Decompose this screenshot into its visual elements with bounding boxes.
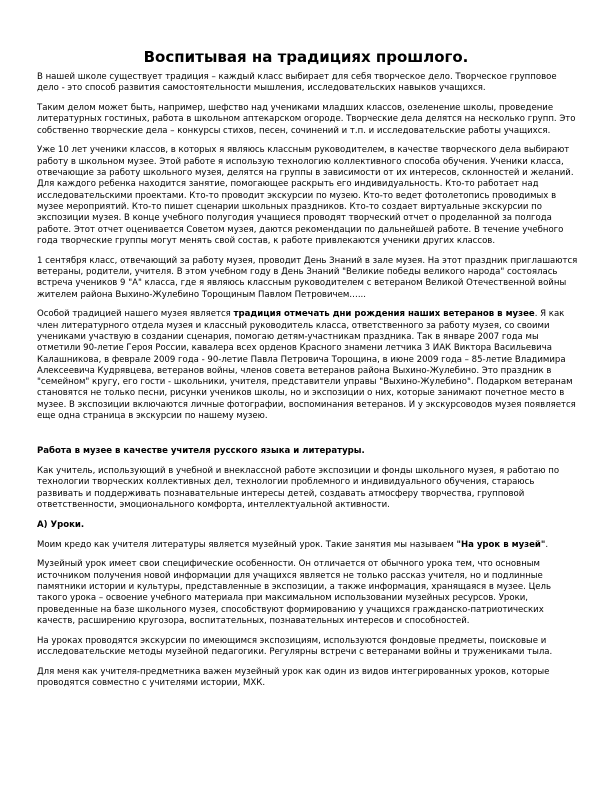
article-body <box>37 72 581 698</box>
section-heading-teacher: Работа в музее в качестве учителя русского языка и литературы. <box>37 446 365 457</box>
paragraph-integrated-lessons: Для меня как учителя-предметника важен музейный урок как один из видов интегрированных уроков, которые проводятся совместно с учителями истории, МХК. <box>37 666 550 689</box>
page-title: Воспитывая на традициях прошлого. <box>143 48 469 66</box>
paragraph-teacher-approach: Как учитель, использующий в учебной и внеклассной работе экспозиции и фонды школьного музея, я работаю по технологии творческих коллективных дел, технологии проблемного и индивидуального обучения, стараюсь развивать и поддерживать познавательные интересы детей, создавать атмосферу творчества, групповой ответственности, эмоционального комфорта, интеллектуальной активности. <box>37 466 560 510</box>
credo-lead: Моим кредо как учителя литературы является музейный урок. Такие занятия мы называем <box>37 539 457 550</box>
paragraph-veterans-lead: Особой традицией нашего музея является <box>37 309 234 320</box>
paragraph-knowledge-day: 1 сентября класс, отвечающий за работу музея, проводит День Знаний в зале музея. На этот праздник приглашаются ветераны, родители, учителя. В этом учебном году в День Знаний "Великие победы великого народа" состоялась встреча учеников 9 "А" класса, где я являюсь классным руководителем с ветераном Великой Отечественной войны жителем района Выхино-Жулебино Торощиным Павлом Петровичем…... <box>37 255 578 300</box>
subsection-heading-lessons: А) Уроки. <box>37 519 85 530</box>
paragraph-museum-lesson-features: Музейный урок имеет свои специфические особенности. Он отличается от обычного урока тем, что основным источником получения новой информации для учащихся является не только рассказ учителя, но и подлинные памятники истории и культуры, представленные в экспозиции, а также информация, хранящаяся в музее. Цель такого урока – освоение учебного материала при максимальном использовании музейных ресурсов. Уроки, проведенные на базе школьного музея, способствуют формированию у учащихся гражданско-патриотических качеств, расширению кругозора, воспитательных, познавательных интересов и способностей. <box>37 559 551 626</box>
paragraph-museum-work: Уже 10 лет ученики классов, в которых я являюсь классным руководителем, в качестве творческого дела выбирают работу в школьном музее. Этой работе я использую технологию коллективного способа обучения. Ученики класса, отвечающие за работу школьного музея, делятся на группы в зависимости от их интересов, склонностей и желаний. Для каждого ребенка находится занятие, помогающее раскрыть его индивидуальность. Кто-то работает над исследовательскими проектами. Кто-то проводит экскурсии по музею. Кто-то ведет фотолетопись проводимых в музее мероприятий. Кто-то пишет сценарии школьных праздников. Кто-то создает виртуальные экскурсии по экспозиции музея. В конце учебного полугодия учащиеся проводят творческий отчет о проделанной за полгода работе. Этот отчет оценивается Советом музея, даются рекомендации по дальнейшей работе. В течение учебного года творческие группы могут менять свой состав, к работе привлекаются ученики других классов. <box>37 145 574 246</box>
paragraph-museum-lesson-credo <box>37 540 581 551</box>
paragraph-intro: В нашей школе существует традиция – каждый класс выбирает для себя творческое дело. Творческое групповое дело - это способ развития самостоятельности мышления, исследовательских навыков учащихся. <box>37 72 557 94</box>
paragraph-creative-tasks: Таким делом может быть, например, шефство над учениками младших классов, озеленение школы, проведение литературных гостиных, работа в школьном аптекарском огороде. Творческие дела делятся на несколько групп. Это собственно творческие дела – конкурсы стихов, песен, сочинений и т.п. и исследовательские работы учащихся. <box>37 103 576 136</box>
credo-tail: . <box>545 539 549 550</box>
credo-emphasis: "На урок в музей" <box>456 539 546 550</box>
paragraph-excursions: На уроках проводятся экскурсии по имеющимся экспозициям, используются фондовые предметы, поисковые и исследовательские методы музейной педагогики. Регулярны встречи с ветеранами войны и тружениками тыла. <box>37 635 553 657</box>
paragraph-veterans-emphasis: традиция отмечать дни рождения наших ветеранов в музее <box>233 309 535 320</box>
paragraph-veterans-rest: . Я как член литературного отдела музея и классный руководитель класса, ответственного за работу музея, со своими учениками участвую в создании сценария, помогаю детям-участникам праздника. Так в январе 2007 года мы отметили 90-летие Героя России, кавалера всех орденов Красного знамени летчика 3 ИАК Виктора Васильевича Калашникова, в феврале 2009 года - 90-летие Павла Петровича Торощина, в июне 2009 года – 85-летие Владимира Алексеевича Кудрявцева, ветеранов войны, членов совета ветеранов района Выхино-Жулебино. Это праздник в "семейном" кругу, его гости - школьники, учителя, представители управы "Выхино-Жулебино". Подарком ветеранам становятся не только песни, рисунки учеников школы, но и экспозиции о них, которые занимают почетное место в музее. В экспозиции включаются личные фотографии, воспоминания ветеранов. И у экскурсоводов музея появляется еще одна страница в экскурсии по нашему музею. <box>37 309 576 422</box>
paragraph-veterans-tradition <box>37 309 581 422</box>
